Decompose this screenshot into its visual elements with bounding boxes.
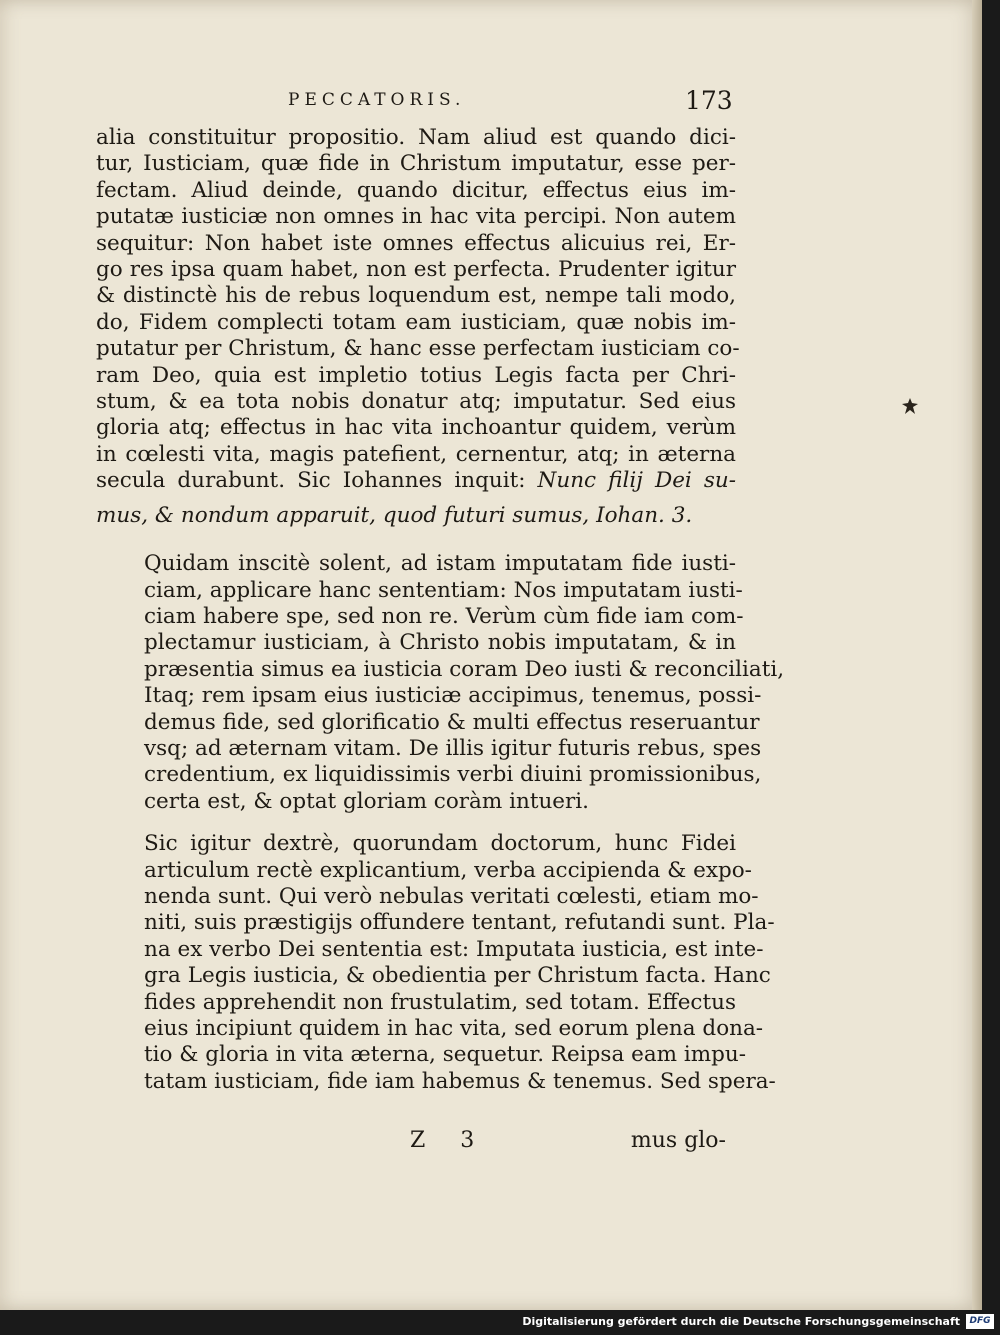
ink-blot-mark <box>901 397 919 415</box>
text-line: fectam. Aliud deinde, quando dicitur, effectus eius im- <box>96 177 736 203</box>
text-line: tatam iusticiam, fide iam habemus & tenemus. Sed spera- <box>144 1068 776 1094</box>
text-line: præsentia simus ea iusticia coram Deo iusti & reconciliati, <box>144 656 785 682</box>
text-line: ciam, applicare hanc sententiam: Nos imputatam iusti- <box>144 577 743 603</box>
text-line: tio & gloria in vita æterna, sequetur. Reipsa eam impu- <box>144 1042 747 1068</box>
text-line: tur, Iusticiam, quæ fide in Christum imputatur, esse per- <box>96 151 736 177</box>
text-line: gra Legis iusticia, & obedientia per Christum facta. Hanc <box>144 963 771 989</box>
text-line: sequitur: Non habet iste omnes effectus alicuius rei, Er- <box>96 230 736 256</box>
text-line: Itaq; rem ipsam eius iusticiæ accipimus, tenemus, possi- <box>144 683 762 709</box>
text-line: putatur per Christum, & hanc esse perfectam iusticiam co- <box>96 336 740 362</box>
text-line: ciam habere spe, sed non re. Verùm cùm fide iam com- <box>144 603 744 629</box>
text-line: eius incipiunt quidem in hac vita, sed eorum plena dona- <box>144 1016 764 1041</box>
text-line: go res ipsa quam habet, non est perfecta. Prudenter igitur <box>96 257 736 283</box>
text-line: Quidam inscitè solent, ad istam imputatam fide iusti- <box>144 551 736 577</box>
text-line: gloria atq; effectus in hac vita inchoantur quidem, verùm <box>96 415 736 441</box>
text-line: & distinctè his de rebus loquendum est, nempe tali modo, <box>96 283 736 309</box>
running-head: PECCATORIS. <box>288 90 466 110</box>
text-line: do, Fidem complecti totam eam iusticiam, quæ nobis im- <box>96 309 736 335</box>
text-line: plectamur iusticiam, à Christo nobis imputatam, & in <box>144 630 736 656</box>
page-number: 173 <box>685 86 733 115</box>
paragraph-3 <box>96 831 776 1095</box>
digitization-notice: Digitalisierung gefördert durch die Deutsche Forschungsgemeinschaft <box>522 1315 960 1328</box>
scripture-quote-line: mus, & nondum apparuit, quod futuri sumus, Iohan. 3. <box>96 502 693 528</box>
paragraph-2 <box>96 551 785 815</box>
text-line-roman: secula durabunt. Sic Iohannes inquit: <box>96 468 526 494</box>
text-line: putatæ iusticiæ non omnes in hac vita percipi. Non autem <box>96 204 736 230</box>
text-line: ram Deo, quia est impletio totius Legis facta per Chri- <box>96 362 736 388</box>
text-line: fides apprehendit non frustulatim, sed totam. Effectus <box>144 989 736 1015</box>
text-line <box>96 468 736 494</box>
text-line: articulum rectè explicantium, verba accipienda & expo- <box>144 857 752 883</box>
scripture-quote: Nunc filij Dei su- <box>537 468 736 494</box>
page-edge <box>972 0 982 1310</box>
body-text <box>96 125 785 1095</box>
text-line: demus fide, sed glorificatio & multi effectus reseruantur <box>144 709 760 735</box>
paragraph-1 <box>96 125 740 529</box>
text-line: nenda sunt. Qui verò nebulas veritati cœlesti, etiam mo- <box>144 883 759 909</box>
text-line: Sic igitur dextrè, quorundam doctorum, hunc Fidei <box>144 831 736 857</box>
text-line: vsq; ad æternam vitam. De illis igitur futuris rebus, spes <box>144 735 762 761</box>
text-line: credentium, ex liquidissimis verbi diuini promissionibus, <box>144 762 762 788</box>
digitization-footer <box>0 1310 1000 1335</box>
text-line: certa est, & optat gloriam coràm intueri. <box>144 788 590 814</box>
page-footer-line <box>96 1128 736 1158</box>
text-line: in cœlesti vita, magis patefient, cernentur, atq; in æterna <box>96 441 736 467</box>
text-line: na ex verbo Dei sententia est: Imputata iusticia, est inte- <box>144 936 764 962</box>
catchword: mus glo- <box>630 1128 726 1153</box>
signature-mark: Z 3 <box>410 1128 489 1153</box>
text-line: niti, suis præstigijs offundere tentant, refutandi sunt. Pla- <box>144 910 775 936</box>
text-line: stum, & ea tota nobis donatur atq; imputatur. Sed eius <box>96 389 736 415</box>
dfg-logo: DFG <box>966 1314 994 1329</box>
text-line: alia constituitur propositio. Nam aliud est quando dici- <box>96 125 736 150</box>
